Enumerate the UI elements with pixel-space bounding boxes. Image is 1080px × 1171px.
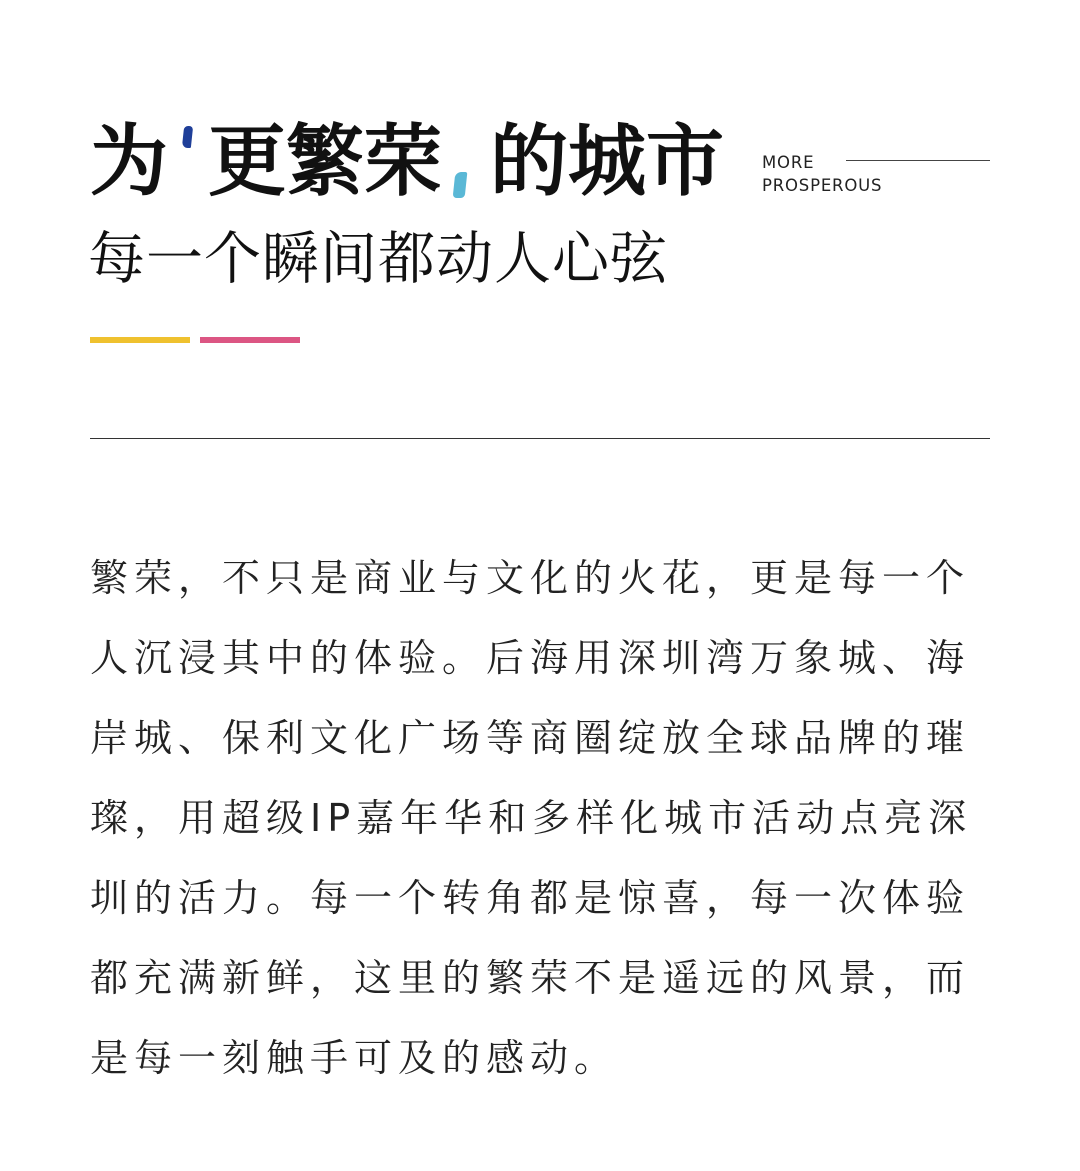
body-line: 人沉浸其中的体验。后海用深圳湾万象城、海 xyxy=(90,636,971,680)
open-quote-icon xyxy=(180,112,198,212)
subtitle: 每一个瞬间都动人心弦 xyxy=(88,226,668,292)
body-line: 岸城、保利文化广场等商圈绽放全球品牌的璀 xyxy=(90,716,971,760)
section-divider xyxy=(90,438,990,439)
body-line: 璨，用超级IP嘉年华和多样化城市活动点亮深 xyxy=(90,796,973,840)
title-part-2: 更繁荣 xyxy=(208,117,443,207)
body-line: 繁荣，不只是商业与文化的火花，更是每一个 xyxy=(90,556,971,600)
english-caption xyxy=(762,151,990,201)
yellow-accent-bar xyxy=(90,337,190,343)
title-part-3: 的城市 xyxy=(490,117,725,207)
pink-accent-bar xyxy=(200,337,300,343)
english-caption-line-1: MORE xyxy=(762,153,815,172)
english-caption-rule xyxy=(846,160,990,161)
english-caption-line-2: PROSPEROUS xyxy=(762,176,883,195)
page-title xyxy=(90,112,724,212)
body-line: 圳的活力。每一个转角都是惊喜，每一次体验 xyxy=(90,876,971,920)
body-paragraph xyxy=(90,538,994,1098)
title-part-1: 为 xyxy=(90,117,169,207)
close-quote-icon xyxy=(450,112,472,212)
body-line: 都充满新鲜，这里的繁荣不是遥远的风景，而 xyxy=(90,956,971,1000)
body-line: 是每一刻触手可及的感动。 xyxy=(90,1036,619,1080)
